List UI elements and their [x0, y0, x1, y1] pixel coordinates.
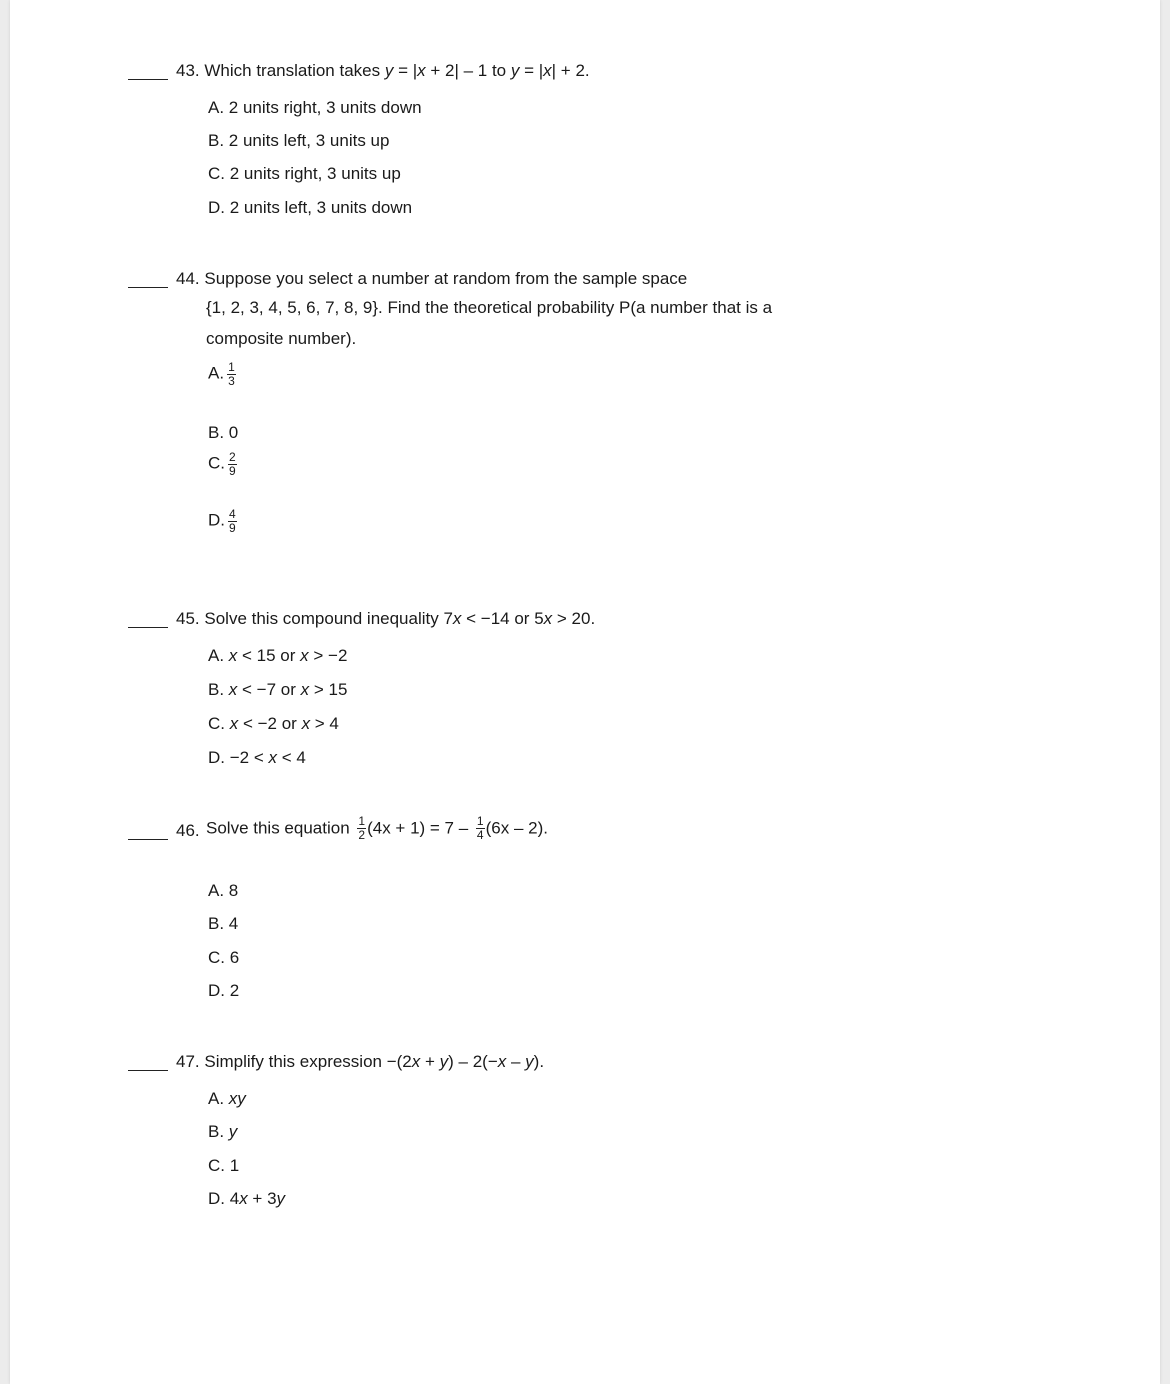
option-44-d[interactable]: D. $\frac{4}{9}$: [208, 507, 236, 535]
answer-blank-47[interactable]: [128, 1070, 168, 1071]
question-43-stem: [176, 62, 590, 79]
option-47-d[interactable]: D. 4x + 3y: [208, 1189, 286, 1208]
option-47-c[interactable]: C. 1: [208, 1156, 240, 1175]
option-45-d[interactable]: D. −2 < x < 4: [208, 748, 306, 767]
option-46-b[interactable]: B. 4: [208, 914, 239, 933]
option-43-a[interactable]: A. 2 units right, 3 units down: [208, 98, 422, 117]
option-45-b[interactable]: B. x < −7 or x > 15: [208, 680, 348, 699]
question-45-stem: 45. Solve this compound inequality 7x < −14 or 5x > 20.: [176, 609, 596, 628]
answer-blank-44[interactable]: [128, 287, 168, 288]
answer-blank-46[interactable]: [128, 839, 168, 840]
option-46-d[interactable]: D. 2: [208, 981, 240, 1000]
option-45-a[interactable]: A. x < 15 or x > −2: [208, 646, 348, 665]
option-43-b[interactable]: B. 2 units left, 3 units up: [208, 131, 390, 150]
question-44-stem-line-3: composite number).: [206, 329, 357, 348]
option-43-d[interactable]: D. 2 units left, 3 units down: [208, 198, 413, 217]
option-47-a[interactable]: A. xy: [208, 1089, 246, 1108]
option-46-c[interactable]: C. 6: [208, 948, 240, 967]
option-47-b[interactable]: B. y: [208, 1122, 238, 1141]
question-46-stem: Solve this equation $\frac{1}{2}$ (4x + 1) = 7 – $\frac{1}{4}$ (6x – 2).: [206, 814, 548, 842]
option-43-c[interactable]: C. 2 units right, 3 units up: [208, 164, 401, 183]
stem-text: Which translation takes y = |x + 2| – 1 to y = |x| + 2.: [204, 61, 590, 80]
question-44-stem-line-1: 44. Suppose you select a number at random from the sample space: [176, 269, 688, 288]
question-number: 43.: [176, 61, 200, 80]
option-44-a[interactable]: A. $\frac{1}{3}$: [208, 360, 235, 388]
question-46-number: 46.: [176, 821, 200, 840]
option-46-a[interactable]: A. 8: [208, 881, 239, 900]
question-44-stem-line-2: {1, 2, 3, 4, 5, 6, 7, 8, 9}. Find the theoretical probability P(a number that is a: [206, 298, 773, 317]
answer-blank-45[interactable]: [128, 627, 168, 628]
option-44-b[interactable]: B. 0: [208, 423, 239, 442]
question-47-stem: 47. Simplify this expression −(2x + y) – 2(−x – y).: [176, 1052, 545, 1071]
option-45-c[interactable]: C. x < −2 or x > 4: [208, 714, 339, 733]
option-44-c[interactable]: C. $\frac{2}{9}$: [208, 450, 236, 478]
worksheet-page: [10, 0, 1160, 1384]
answer-blank-43[interactable]: [128, 79, 168, 80]
